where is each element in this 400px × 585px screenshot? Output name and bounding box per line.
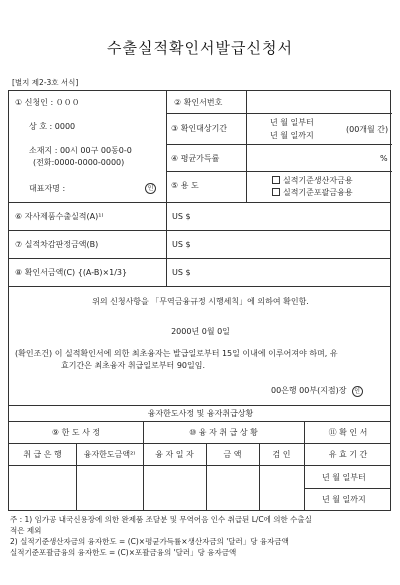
representative-label: 대표자명 : (29, 184, 66, 193)
statement-line: 위의 신청사항을 「무역금융규정 시행세칙」에 의하여 확인함. (92, 297, 309, 306)
column-bank: 취 급 은 행 (23, 450, 62, 459)
address: 소재지 : 00시 00구 00동0-0 (29, 146, 132, 155)
applicant-name: ① 신청인 : ０００ (15, 98, 80, 107)
certificate-amount-label: ⑧ 확인서금액(C) {(A-B)×1/3} (15, 268, 128, 277)
loan-group-header-row (9, 422, 390, 444)
checkbox-icon (272, 188, 280, 196)
purpose-option-production[interactable]: 실적기준생산자금용 (272, 176, 353, 186)
column-limit-amount: 융자한도금액²⁾ (83, 450, 136, 459)
seal-icon: 인 (352, 386, 363, 397)
confirmation-statement (9, 287, 390, 406)
period-label: ③ 확인대상기간 (171, 124, 228, 133)
applicant-section (9, 91, 390, 203)
certificate-number-label: ② 확인서번호 (174, 98, 223, 107)
period-to: 년 월 일까지 (270, 131, 314, 140)
form-number: [별지 제2-3호 서식] (12, 78, 79, 87)
certificate-amount-value: US $ (172, 268, 191, 277)
condition-line-2: 효기간은 최초융자 취급일로부터 90일임. (61, 361, 205, 370)
status-group-label: ⑩ 융 자 취 급 상 황 (189, 428, 258, 437)
footnote-line: 실적기준포괄금융의 융자한도 = (C)×포괄금융의 '달러」당 융자금액 (10, 547, 237, 557)
seal-icon: 인 (145, 183, 156, 194)
issuer-line: 00은행 00부(지점)장 인 (271, 386, 363, 397)
condition-line-1: (확인조건) 이 실적확인서에 의한 최초융자는 발급일로부터 15일 이내에 이루어져야 하며, 유 (15, 349, 338, 358)
company-name: 상 호 : 0000 (29, 122, 76, 131)
footnote-line: 2) 실적기준생산자금의 융자한도 = (C)×평균가득률×생산자금의 '달러」당 융자금액 (10, 536, 289, 546)
form-title: 수출실적확인서발급신청서 (107, 39, 293, 57)
loan-header-row (9, 406, 390, 422)
statement-date: 2000년 0월 0일 (171, 327, 230, 336)
loan-column-header-row (9, 444, 390, 466)
application-form (8, 90, 391, 511)
checkbox-icon (272, 176, 280, 184)
footnote-line: 주 : 1) 임가공 내국신용장에 의한 완제품 조달분 및 무역어음 인수 취급된 L/C에 의한 수출실 (10, 515, 312, 524)
period-months: (00개월 간) (346, 125, 389, 134)
percent-sign: % (380, 154, 388, 163)
footnote-line: 적은 제외 (10, 525, 42, 535)
period-from: 년 월 일부터 (270, 118, 314, 127)
purpose-option-comprehensive[interactable]: 실적기준포괄금융용 (272, 188, 353, 198)
column-validity: 유 효 기 간 (328, 450, 368, 459)
deduction-row (9, 231, 390, 259)
export-result-value: US $ (172, 212, 191, 221)
loan-data-row (9, 466, 390, 510)
column-amount: 금 액 (223, 450, 242, 459)
deduction-value: US $ (172, 240, 191, 249)
purpose-label: ⑤ 용 도 (171, 181, 199, 190)
column-seal: 검 인 (272, 450, 291, 459)
confirmation-group-label: ⑪ 확 인 서 (328, 428, 368, 437)
validity-to: 년 월 일까지 (322, 495, 366, 504)
column-loan-date: 융 자 일 자 (155, 450, 194, 459)
average-rate-label: ④ 평균가득률 (171, 154, 220, 163)
deduction-label: ⑦ 실적차감판정금액(B) (15, 240, 99, 249)
certificate-amount-row (9, 259, 390, 287)
export-result-label: ⑥ 자사제품수출실적(A)¹⁾ (15, 212, 104, 221)
phone: (전화:0000-0000-0000) (33, 158, 125, 167)
footnotes (10, 515, 390, 559)
limit-group-label: ⑨ 한 도 사 정 (51, 428, 101, 437)
export-result-row (9, 203, 390, 231)
validity-from: 년 월 일부터 (322, 473, 366, 482)
loan-section-title: 융자한도사정 및 융자취급상황 (147, 409, 254, 418)
